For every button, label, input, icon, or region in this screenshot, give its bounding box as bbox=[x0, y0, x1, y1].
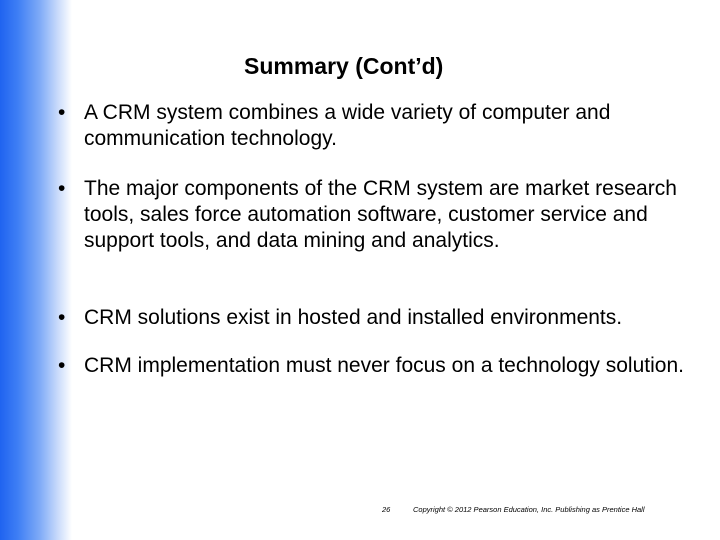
bullet-item bbox=[58, 100, 708, 152]
bullet-icon: • bbox=[58, 306, 66, 329]
bullet-text: CRM solutions exist in hosted and installed environments. bbox=[84, 306, 623, 329]
copyright-notice: Copyright © 2012 Pearson Education, Inc. Publishing as Prentice Hall bbox=[413, 505, 645, 514]
bullet-icon: • bbox=[58, 354, 66, 377]
slide-title: Summary (Cont’d) bbox=[244, 53, 444, 79]
bullet-icon: • bbox=[58, 101, 66, 124]
bullet-text: A CRM system combines a wide variety of computer and communication technology. bbox=[84, 101, 611, 150]
bullet-icon: • bbox=[58, 177, 66, 200]
left-gradient-bar bbox=[0, 0, 72, 540]
bullet-item bbox=[58, 176, 708, 254]
bullet-text: The major components of the CRM system are market research tools, sales force automation software, customer service and support tools, and data mining and analytics. bbox=[84, 177, 677, 252]
bullet-item bbox=[58, 305, 708, 331]
bullet-text: CRM implementation must never focus on a technology solution. bbox=[84, 354, 684, 377]
page-number: 26 bbox=[382, 505, 391, 514]
bullet-item bbox=[58, 353, 708, 379]
